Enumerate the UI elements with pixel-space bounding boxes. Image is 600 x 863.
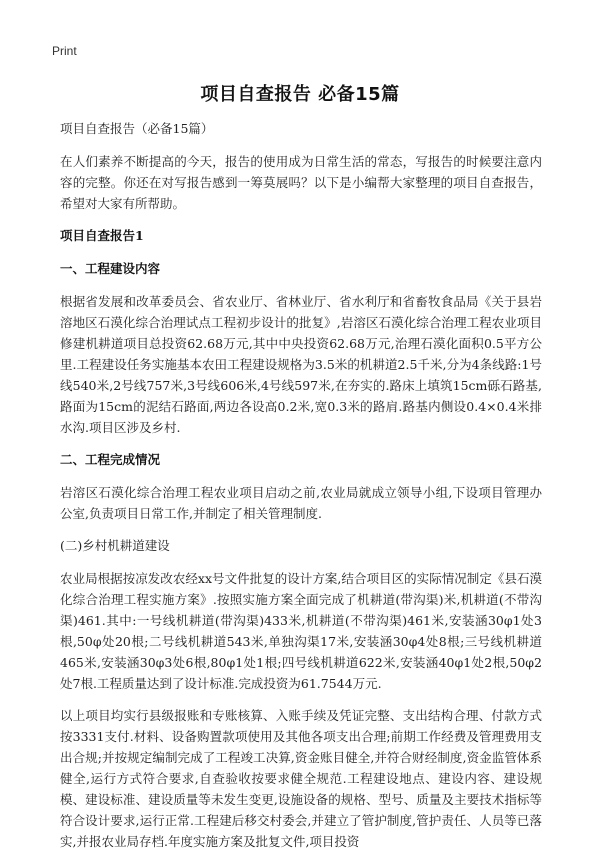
heading-construction-content: 一、工程建设内容	[60, 261, 161, 276]
document-title: 项目自查报告 必备15篇	[200, 84, 400, 105]
document-body	[60, 118, 542, 863]
paragraph-construction-content: 根据省发展和改革委员会、省农业厅、省林业厅、省水利厅和省畜牧食品局《关于县岩溶地区石漠化综合治理试点工程初步设计的批复》,岩溶区石漠化综合治理工程农业项目修建机耕道项目总投资62.68万元,其中中央投资62.68万元,治理石漠化面积0.5平方公里.工程建设任务实施基本农田工程建设规格为3.5米的机耕道2.5千米,分为4条线路:1号线540米,2号线757米,3号线606米,4号线597米,在夯实的.路床上填筑15cm砾石路基,路面为15cm的泥结石路面,两边各设高0.2米,宽0.3米的路肩.路基内侧设0.4×0.4米排水沟.项目区涉及乡村.	[60, 294, 542, 435]
heading-completion-status: 二、工程完成情况	[60, 452, 161, 467]
paragraph-finance: 以上项目均实行县级报账和专账核算、入账手续及凭证完整、支出结构合理、付款方式按3331支付.材料、设备购置款项使用及其他各项支出合理;前期工作经费及管理费用支出合规;并按规定编制完成了工程竣工决算,资金账目健全,并符合财经制度,资金监管体系健全,运行方式符合要求,自查验收按要求健全规范.工程建设地点、建设内容、建设规模、建设标准、建设质量等未发生变更,设施设备的规格、型号、质量及主要技术指标等符合设计要求,运行正常.工程建后移交村委会,并建立了管护制度,管护责任、人员等已落实,并报农业局存档.年度实施方案及批复文件,项目投资	[60, 708, 542, 849]
print-link[interactable]: Print	[52, 44, 77, 58]
intro-paragraph: 在人们素养不断提高的今天，报告的使用成为日常生活的常态，写报告的时候要注意内容的完整。你还在对写报告感到一筹莫展吗？以下是小编帮大家整理的项目自查报告，希望对大家有所帮助。	[60, 154, 542, 211]
document-subtitle: 项目自查报告（必备15篇）	[60, 121, 214, 136]
paragraph-road-construction: 农业局根据按凉发改农经xx号文件批复的设计方案,结合项目区的实际情况制定《县石漠化综合治理工程实施方案》.按照实施方案全面完成了机耕道(带沟渠)米,机耕道(不带沟渠)461.其中:一号线机耕道(带沟渠)433米,机耕道(不带沟渠)461米,安装涵30φ1处3根,50φ处20根;二号线机耕道543米,单独沟渠17米,安装涵30φ4处8根;三号线机耕道465米,安装涵30φ3处6根,80φ1处1根;四号线机耕道622米,安装涵40φ1处2根,50φ2处7根.工程质量达到了设计标准.完成投资为61.7544万元.	[60, 571, 542, 691]
heading-road-construction: (二)乡村机耕道建设	[60, 538, 170, 553]
section-title: 项目自查报告1	[60, 228, 144, 243]
paragraph-completion-status: 岩溶区石漠化综合治理工程农业项目启动之前,农业局就成立领导小组,下设项目管理办公室,负责项目日常工作,并制定了相关管理制度.	[60, 485, 542, 521]
